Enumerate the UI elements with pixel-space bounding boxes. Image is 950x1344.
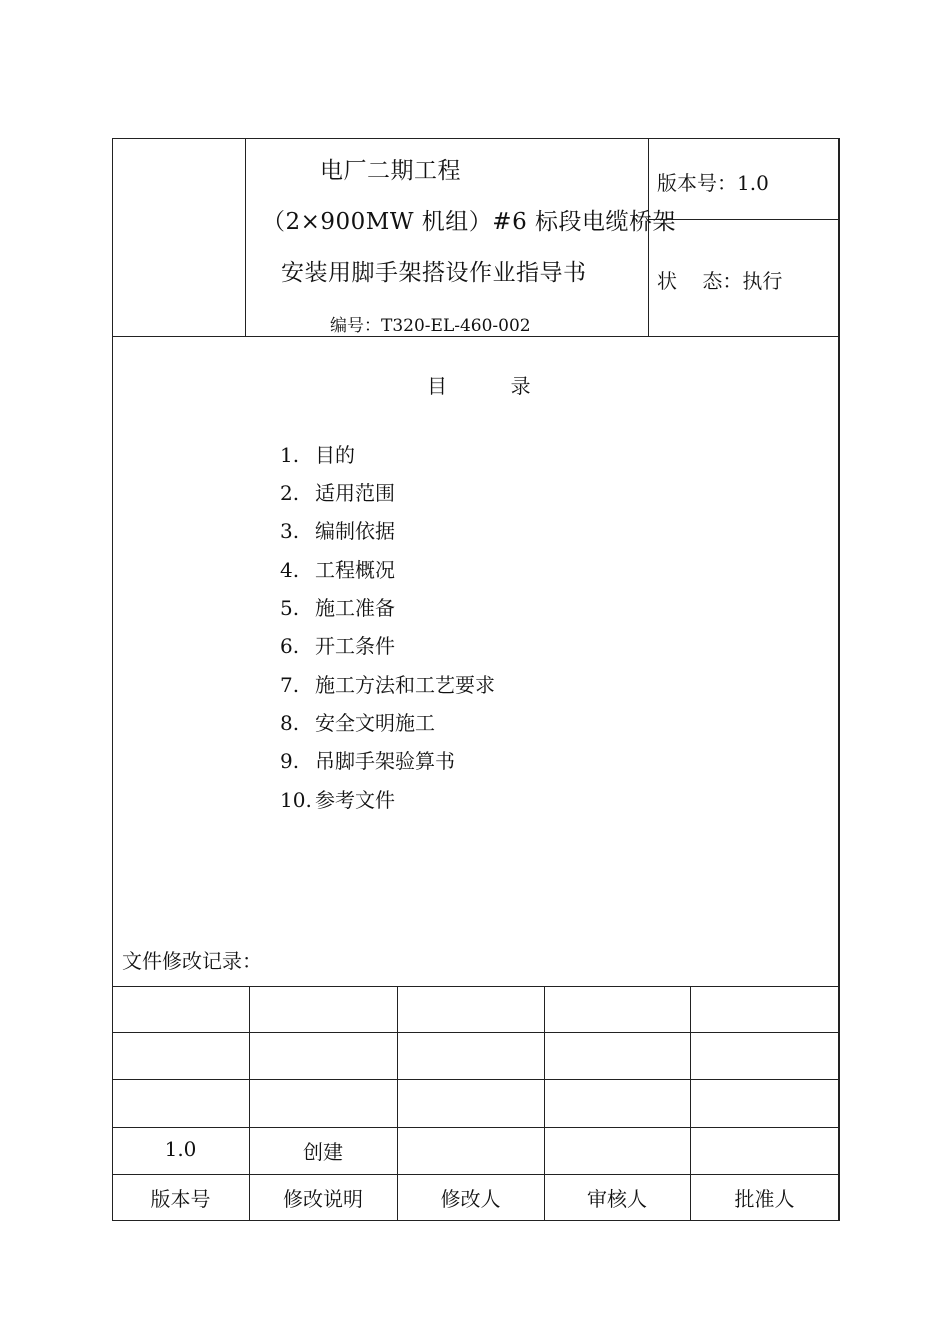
- header-meta-divider: [648, 219, 839, 220]
- revision-row-description: 创建: [303, 1140, 343, 1164]
- revision-table-row-line: [112, 1079, 839, 1080]
- revision-header-modifier: 修改人: [440, 1187, 501, 1211]
- title-line-3: 安装用脚手架搭设作业指导书: [281, 260, 587, 286]
- header-right-divider: [648, 138, 649, 336]
- revision-header-description: 修改说明: [283, 1187, 363, 1211]
- header-left-divider: [245, 138, 246, 336]
- revision-row-version: 1.0: [164, 1137, 197, 1161]
- toc-heading: 目 录: [427, 374, 531, 398]
- version-label: 版本号：1.0: [657, 171, 769, 195]
- toc-item: 3. 编制依据: [280, 519, 395, 543]
- title-line-2: （2×900MW 机组）#6 标段电缆桥架: [262, 209, 677, 235]
- revision-header-approver: 批准人: [734, 1187, 795, 1211]
- revision-table-row-line: [112, 1032, 839, 1033]
- header-bottom-line: [112, 336, 839, 337]
- toc-item: 10. 参考文件: [280, 788, 395, 812]
- title-line-1: 电厂二期工程: [320, 158, 461, 184]
- revision-header-version: 版本号: [150, 1187, 211, 1211]
- toc-item: 6. 开工条件: [280, 634, 395, 658]
- revision-table-top: [112, 986, 839, 987]
- frame-right-edge: [838, 138, 840, 1221]
- toc-item: 2. 适用范围: [280, 481, 395, 505]
- revision-header-reviewer: 审核人: [587, 1187, 647, 1211]
- toc-item: 7. 施工方法和工艺要求: [280, 673, 495, 697]
- revision-table-row-line: [112, 1174, 839, 1175]
- status-label: 状 态：执行: [657, 269, 783, 293]
- doc-number: 编号：T320-EL-460-002: [330, 316, 531, 336]
- toc-item: 1. 目的: [280, 443, 355, 467]
- toc-item: 4. 工程概况: [280, 558, 395, 582]
- revision-record-label: 文件修改记录：: [122, 949, 262, 973]
- toc-item: 9. 吊脚手架验算书: [280, 749, 455, 773]
- toc-item: 5. 施工准备: [280, 596, 395, 620]
- toc-item: 8. 安全文明施工: [280, 711, 435, 735]
- revision-table-row-line: [112, 1127, 839, 1128]
